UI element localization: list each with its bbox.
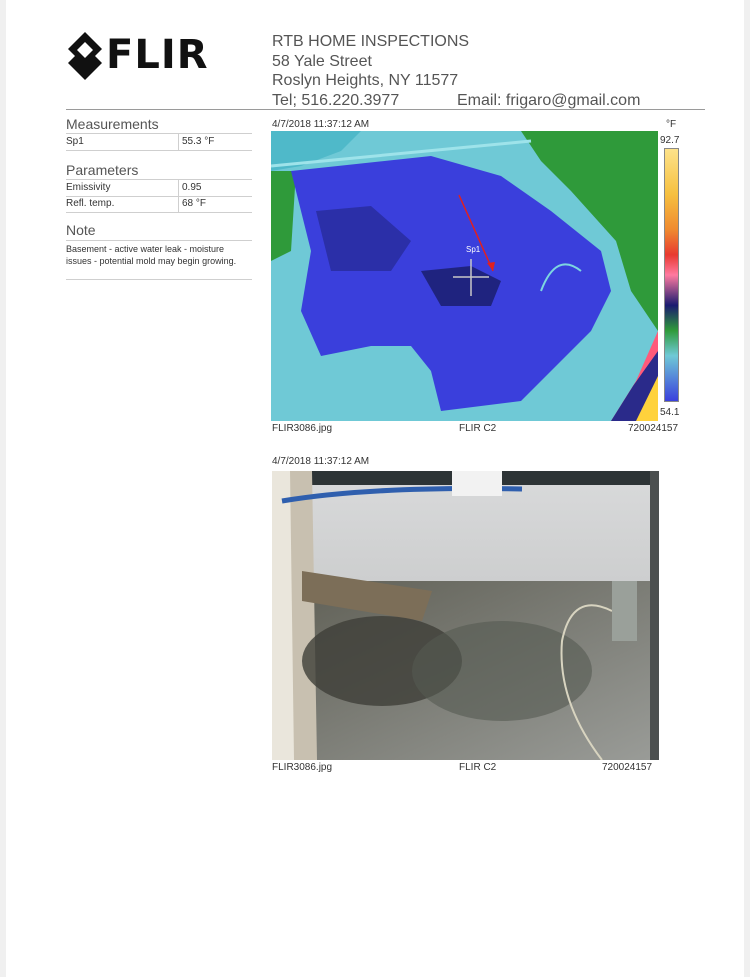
company-street: 58 Yale Street [272, 52, 372, 70]
parameter-row-refl-temp [66, 196, 252, 213]
flir-logo [66, 30, 226, 82]
measurement-label: Sp1 [66, 136, 84, 147]
contact-line [272, 91, 652, 111]
thermal-timestamp: 4/7/2018 11:37:12 AM [272, 119, 370, 130]
company-email: Email: frigaro@gmail.com [457, 91, 641, 109]
parameters-title: Parameters [66, 162, 139, 178]
photo-camera: FLIR C2 [459, 762, 497, 773]
scale-max: 92.7 [660, 135, 680, 146]
logo-text: FLIR [106, 32, 209, 78]
basement-photo-icon [272, 471, 659, 760]
visual-photo [272, 471, 659, 760]
header-divider [66, 109, 705, 110]
photo-timestamp: 4/7/2018 11:37:12 AM [272, 456, 370, 467]
parameter-label: Emissivity [66, 182, 111, 193]
parameter-value: 0.95 [182, 182, 202, 193]
thermal-serial: 720024157 [628, 423, 679, 434]
company-name: RTB HOME INSPECTIONS [272, 33, 470, 50]
parameter-row-emissivity [66, 179, 252, 197]
company-city: Roslyn Heights, NY 11577 [272, 72, 459, 89]
cell-divider [178, 134, 179, 150]
note-text: Basement - active water leak - moisture issues - potential mold may begin growing. [66, 240, 252, 280]
cell-divider [178, 196, 179, 212]
company-header [272, 32, 652, 111]
flir-diamond-logo-icon [66, 30, 104, 82]
scale-min: 54.1 [660, 407, 680, 418]
photo-serial: 720024157 [602, 762, 653, 773]
note-title: Note [66, 222, 96, 238]
thermal-image [271, 131, 658, 421]
measurements-title: Measurements [66, 116, 159, 132]
photo-filename: FLIR3086.jpg [272, 762, 333, 773]
company-tel: Tel; 516.220.3977 [272, 91, 400, 109]
thermal-filename: FLIR3086.jpg [272, 423, 333, 434]
temperature-color-scale [664, 148, 679, 402]
cell-divider [178, 180, 179, 196]
measurement-row-sp1 [66, 133, 252, 151]
thermal-camera: FLIR C2 [459, 423, 497, 434]
parameter-value: 68 °F [182, 198, 207, 209]
measurement-value: 55.3 °F [182, 136, 215, 147]
scale-unit: °F [666, 119, 677, 130]
parameter-label: Refl. temp. [66, 198, 115, 209]
thermal-scene-icon [271, 131, 658, 421]
spot-label: Sp1 [466, 245, 481, 254]
